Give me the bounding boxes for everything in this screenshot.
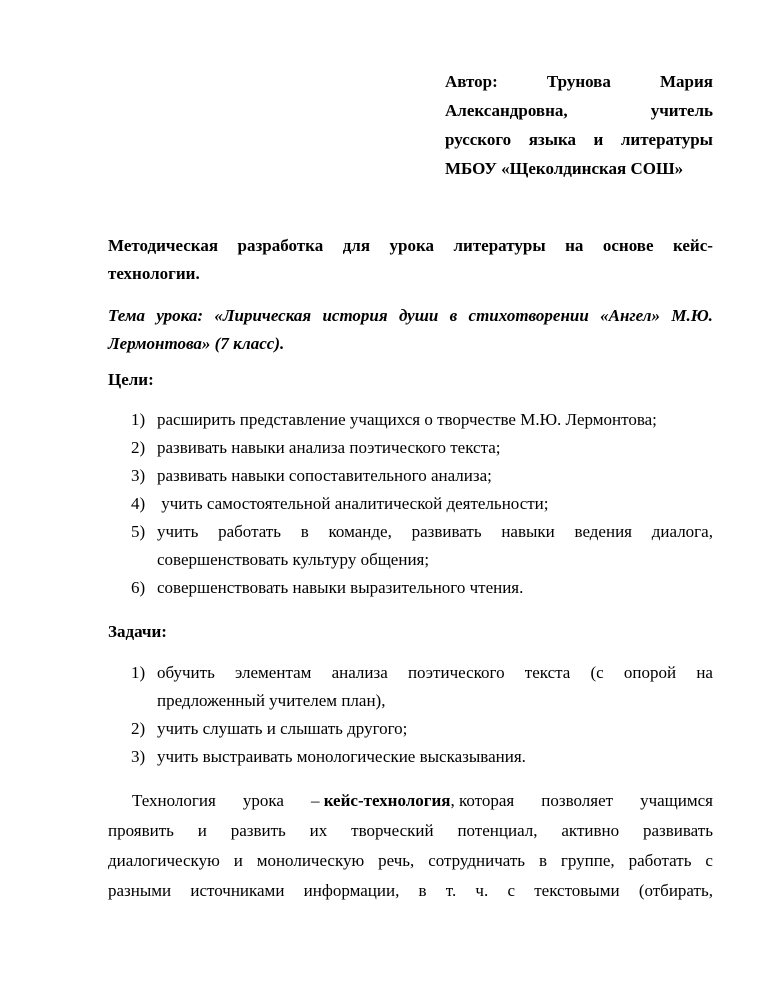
list-word: обучить	[157, 663, 215, 682]
list-word: опорой	[623, 663, 677, 682]
topic-word: в	[449, 306, 458, 325]
para-word: в	[538, 851, 547, 870]
title-line-2: технологии.	[108, 264, 200, 283]
topic-word: «Лирическая	[214, 306, 312, 325]
author-word: Автор:	[445, 72, 498, 91]
author-line-1	[445, 67, 713, 96]
list-number: 2)	[131, 438, 146, 457]
list-item-text: совершенствовать навыки выразительного чтения.	[157, 578, 524, 597]
title-word: основе	[602, 236, 654, 255]
para-word: активно	[561, 821, 620, 840]
author-block	[445, 67, 713, 183]
list-number: 1)	[131, 663, 146, 682]
author-line-3	[445, 125, 713, 154]
para-word: развивать	[642, 821, 713, 840]
para-word	[311, 786, 514, 816]
list-item	[108, 434, 713, 462]
topic-line-1	[108, 302, 713, 330]
title-word: литературы	[453, 236, 546, 255]
title-word: Методическая	[108, 236, 219, 255]
list-item-text: расширить представление учащихся о творчестве М.Ю. Лермонтова;	[157, 410, 657, 429]
list-word: навыки	[501, 522, 555, 541]
para-word: сотрудничать	[428, 851, 526, 870]
para-word: информации,	[303, 881, 400, 900]
list-item	[108, 490, 713, 518]
para-word: развить	[230, 821, 286, 840]
paragraph-line-1	[108, 786, 713, 816]
para-word: речь,	[378, 851, 415, 870]
list-word: текста	[524, 663, 571, 682]
case-technology-term: кейс-технология	[323, 791, 451, 810]
para-word: т.	[445, 881, 457, 900]
list-number: 3)	[131, 466, 146, 485]
topic-word: история	[322, 306, 388, 325]
list-word: команде,	[328, 522, 392, 541]
paragraph-line-4	[108, 876, 713, 906]
para-word: работать	[628, 851, 692, 870]
author-school: МБОУ «Щеколдинская СОШ»	[445, 159, 684, 178]
list-number: 3)	[131, 747, 146, 766]
para-word: текстовыми	[534, 881, 620, 900]
author-line-4	[445, 154, 713, 183]
para-word: ч.	[475, 881, 489, 900]
list-item-line-2: предложенный учителем план),	[157, 691, 386, 710]
para-word: с	[507, 881, 515, 900]
paragraph-line-3	[108, 846, 713, 876]
topic-word: души	[398, 306, 439, 325]
list-number: 6)	[131, 578, 146, 597]
topic-word: урока:	[156, 306, 204, 325]
author-word: учитель	[650, 101, 713, 120]
list-word: анализа	[331, 663, 388, 682]
author-word: Александровна,	[445, 101, 568, 120]
para-word: и	[197, 821, 207, 840]
author-word: литературы	[620, 130, 713, 149]
topic-word: стихотворении	[468, 306, 589, 325]
list-word: элементам	[235, 663, 312, 682]
topic-word: М.Ю.	[671, 306, 713, 325]
list-item-text: развивать навыки анализа поэтического текста;	[157, 438, 501, 457]
list-number: 5)	[131, 522, 146, 541]
list-item-line-1	[157, 659, 713, 687]
para-word: учащимся	[640, 791, 713, 810]
list-item	[108, 715, 713, 743]
list-item-text: учить самостоятельной аналитической деятельности;	[157, 494, 549, 513]
list-item	[108, 574, 713, 602]
dash-text: –	[310, 791, 320, 810]
list-word: диалога,	[651, 522, 713, 541]
para-word: с	[705, 851, 713, 870]
topic-word: Тема	[108, 306, 146, 325]
list-item	[108, 406, 713, 434]
tasks-list	[108, 659, 713, 771]
list-word: учить	[157, 522, 199, 541]
para-word: группе,	[560, 851, 615, 870]
title-word: для	[342, 236, 371, 255]
para-word: позволяет	[541, 791, 614, 810]
list-word: поэтического	[407, 663, 505, 682]
title-word: разработка	[237, 236, 324, 255]
list-word: в	[300, 522, 309, 541]
author-word: Мария	[659, 72, 713, 91]
list-item	[108, 462, 713, 490]
para-word: разными	[108, 881, 172, 900]
para-word: Технология	[132, 791, 216, 810]
document-title	[108, 232, 713, 288]
list-item-text: развивать навыки сопоставительного анализа;	[157, 466, 492, 485]
author-word: русского	[445, 130, 512, 149]
para-word-part: , которая	[450, 791, 515, 810]
list-item	[108, 518, 713, 574]
para-word: (отбирать,	[638, 881, 713, 900]
goals-list	[108, 406, 713, 602]
goals-heading: Цели:	[108, 370, 154, 389]
author-word: и	[593, 130, 604, 149]
para-word: монолическую	[256, 851, 365, 870]
list-word: развивать	[411, 522, 482, 541]
topic-line-2: Лермонтова» (7 класс).	[108, 334, 285, 353]
list-number: 2)	[131, 719, 146, 738]
para-word: их	[309, 821, 328, 840]
title-word: урока	[389, 236, 435, 255]
tasks-heading: Задачи:	[108, 622, 167, 641]
list-item-text: учить выстраивать монологические высказывания.	[157, 747, 526, 766]
list-number: 1)	[131, 410, 146, 429]
paragraph-line-2	[108, 816, 713, 846]
list-word: (с	[590, 663, 604, 682]
title-word: кейс-	[673, 236, 713, 255]
title-line-1	[108, 232, 713, 260]
topic-word: «Ангел»	[600, 306, 661, 325]
list-item-line-2: совершенствовать культуру общения;	[157, 550, 430, 569]
list-item-text: учить слушать и слышать другого;	[157, 719, 408, 738]
para-word: урока	[242, 791, 284, 810]
para-word: диалогическую	[108, 851, 220, 870]
author-word: языка	[528, 130, 577, 149]
para-word: потенциал,	[457, 821, 538, 840]
list-item	[108, 659, 713, 715]
list-word: работать	[218, 522, 281, 541]
para-word: и	[233, 851, 243, 870]
para-word: источниками	[190, 881, 285, 900]
para-word: творческий	[351, 821, 434, 840]
author-line-2	[445, 96, 713, 125]
lesson-topic	[108, 302, 713, 358]
author-word: Трунова	[546, 72, 611, 91]
list-number: 4)	[131, 494, 146, 513]
list-item	[108, 743, 713, 771]
list-word: на	[696, 663, 713, 682]
technology-paragraph	[108, 786, 713, 906]
list-word: ведения	[574, 522, 632, 541]
list-item-line-1	[157, 518, 713, 546]
para-word: в	[418, 881, 427, 900]
para-word: проявить	[108, 821, 174, 840]
title-word: на	[565, 236, 584, 255]
